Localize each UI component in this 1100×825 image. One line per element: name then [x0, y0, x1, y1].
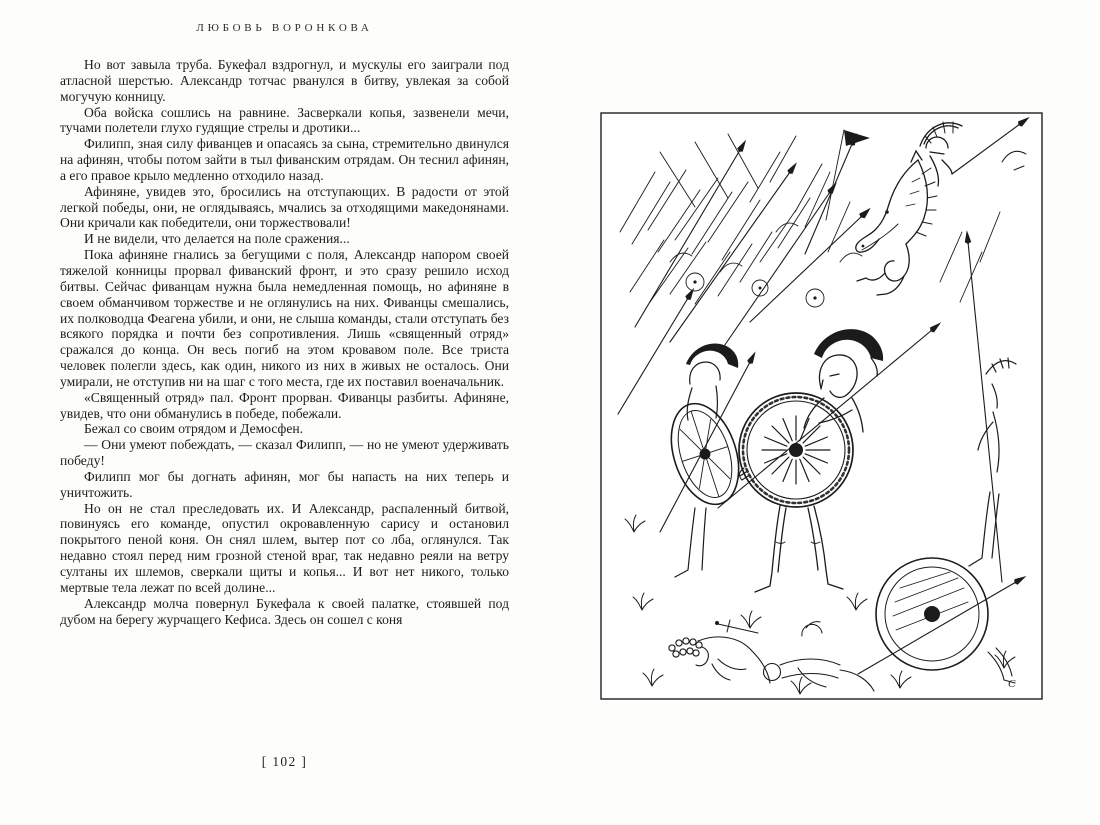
illustration-frame — [601, 113, 1042, 699]
paragraph: Пока афиняне гнались за бегущими с поля, Александр напором своей тяжелой конницы прорвал фиванский фронт, и это сразу решило исход битвы. Сейчас фиванцам нужна была немедленная помощь, но афиняне в своем обманчивом торжестве и не оглянулись на них. Фиванцы смешались, их полководца Феагена убили, и они, не слыша команды, стали отступать без всякого порядка и почти без сопротивления. Лишь «священный отряд» сражался до конца. Он весь погиб на этом кровавом поле. Все триста человек полегли здесь, как один, никого из них в живых не осталось. Они умирали, не отступив ни на шаг с того места, где их поставил военачальник. — [60, 247, 509, 389]
paragraph: Но он не стал преследовать их. И Александр, распаленный битвой, повинуясь его команде, опустил окровавленную сарису и остановил покрытого пеной коня. Он снял шлем, вытер пот со лба, оглянулся. Так недавно стоял перед ним грозной стеной враг, так недавно реяли на ветру султаны их шлемов, сверкали щиты и копья... И вот нет никого, только мертвые тела лежат по всей долине... — [60, 500, 509, 595]
paragraph: Оба войска сошлись на равнине. Засверкали копья, зазвенели мечи, тучами полетели глухо гудящие стрелы и дротики... — [60, 104, 509, 136]
paragraph: Филипп мог бы догнать афинян, мог бы напасть на них теперь и уничтожить. — [60, 468, 509, 500]
paragraph: И не видели, что делается на поле сражения... — [84, 231, 350, 247]
paragraph: «Священный отряд» пал. Фронт прорван. Фиванцы разбиты. Афиняне, увидев, что они обманулись в победе, побежали. — [60, 389, 509, 421]
text-page — [60, 22, 509, 627]
page-number: [ 102 ] — [261, 754, 308, 769]
paragraph: Александр молча повернул Букефала к своей палатке, стоявшей под дубом на берегу журчащего Кефиса. Здесь он сошел с коня — [60, 595, 509, 627]
paragraph: Афиняне, увидев это, бросились на отступающих. В радости от этой легкой победы, они, не оглядываясь, мчались за отходящими македонянами. Они кричали как победители, они торжествовали! — [60, 183, 509, 231]
body-text — [60, 57, 509, 627]
paragraph: — Они умеют побеждать, — сказал Филипп, — но не умеют удерживать победу! — [60, 437, 509, 469]
illustration-page — [600, 112, 1043, 700]
battle-illustration — [600, 112, 1043, 700]
running-header: ЛЮБОВЬ ВОРОНКОВА — [196, 22, 373, 34]
paragraph: Бежал со своим отрядом и Демосфен. — [84, 421, 304, 437]
artist-monogram: С — [1008, 678, 1016, 690]
paragraph: Филипп, зная силу фиванцев и опасаясь за сына, стремительно двинулся на афинян, чтобы потом зайти в тыл фиванским отрядам. Он теснил афинян, а его правое крыло медленно отходило назад. — [60, 136, 509, 183]
paragraph: Но вот завыла труба. Букефал вздрогнул, и мускулы его заиграли под атласной шерстью. Александр тотчас рванулся в битву, увлекая за собой могучую конницу. — [60, 57, 509, 104]
